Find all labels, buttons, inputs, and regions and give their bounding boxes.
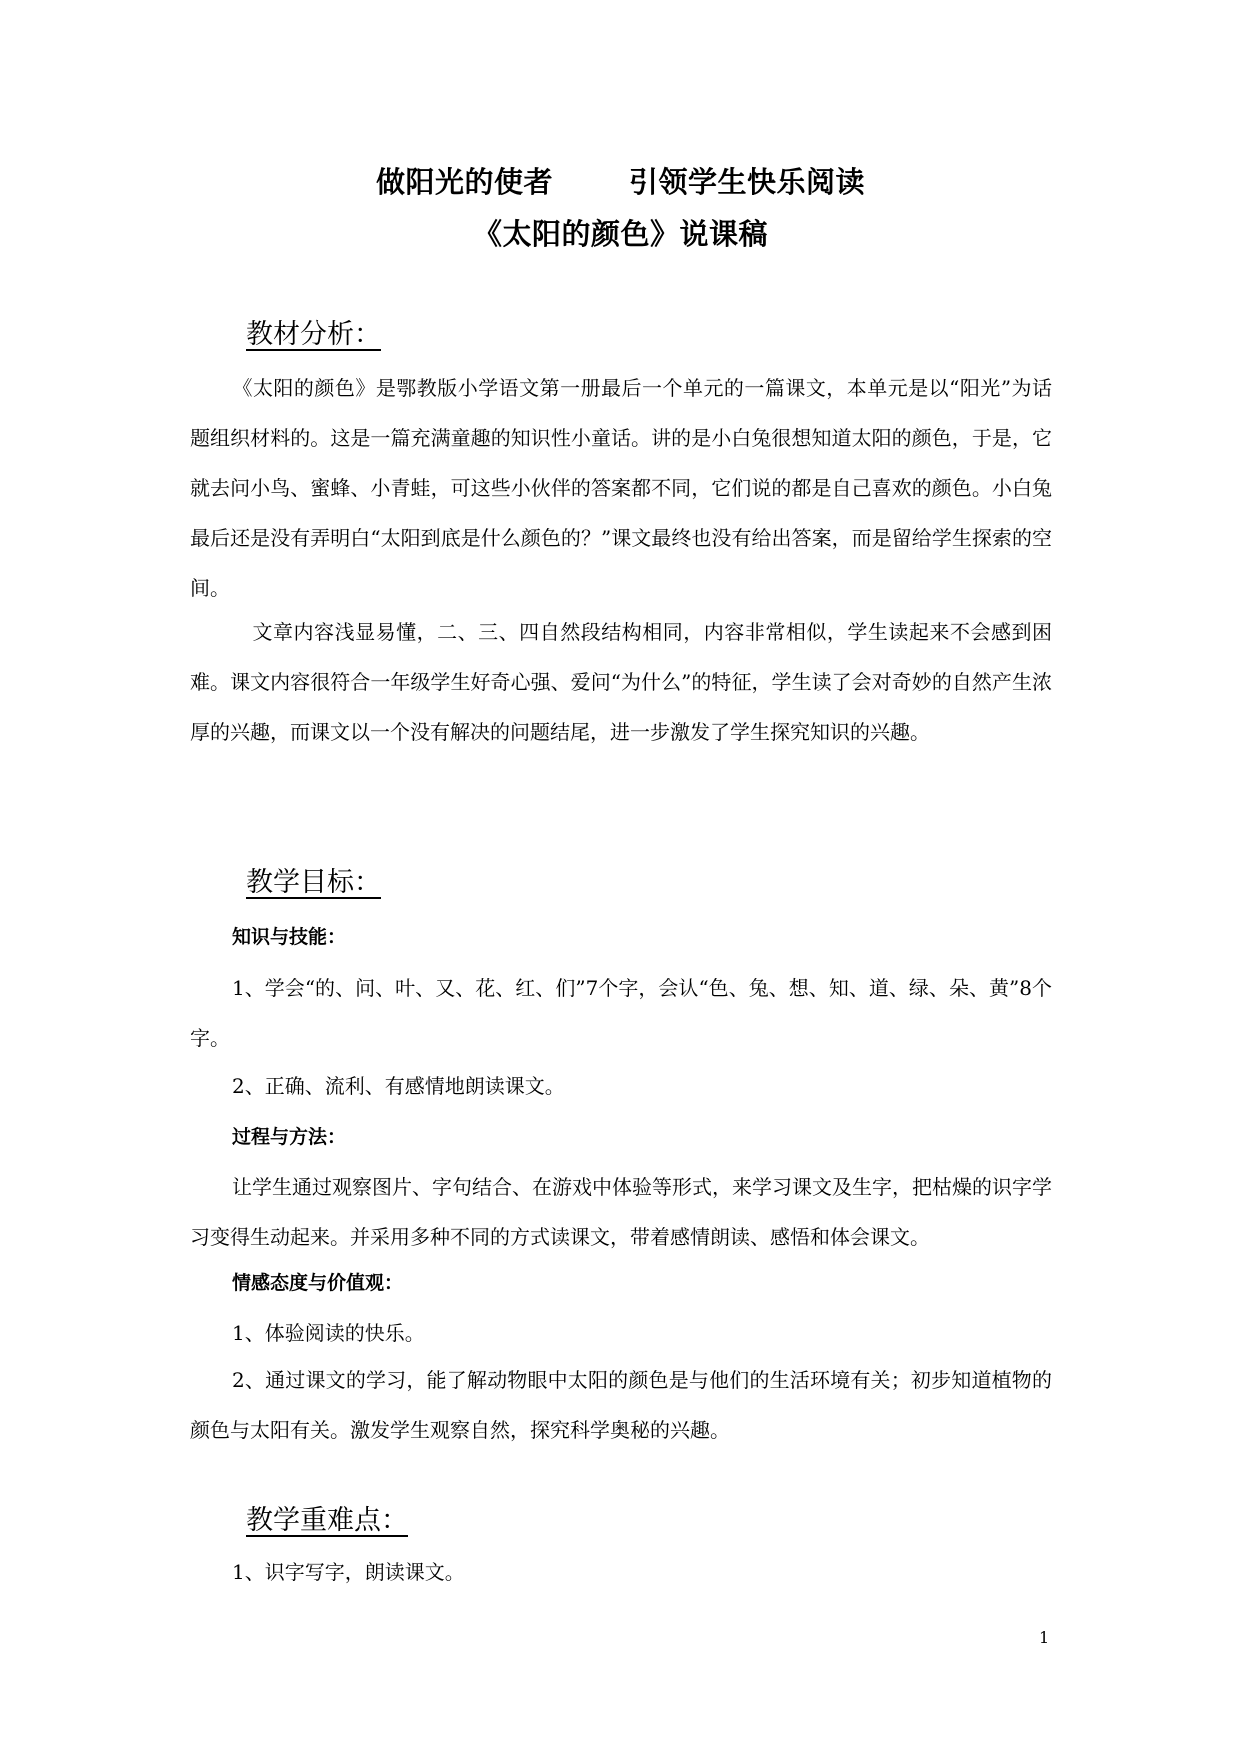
knowledge-item-2: 2、正确、流利、有感情地朗读课文。 — [232, 1074, 565, 1098]
document-title — [0, 160, 1241, 201]
title-part1: 做阳光的使者 — [375, 165, 553, 199]
analysis-paragraph-1-text: 《太阳的颜色》是鄂教版小学语文第一册最后一个单元的一篇课文，本单元是以“阳光”为话题组织材料的。这是一篇充满童趣的知识性小童话。讲的是小白兔很想知道太阳的颜色，于是，它就去问小鸟、蜜蜂、小青蛙，可这些小伙伴的答案都不同，它们说的都是自己喜欢的颜色。小白兔最后还是没有弄明白“太阳到底是什么颜色的？”课文最终也没有给出答案，而是留给学生探索的空间。 — [190, 376, 1052, 600]
emotion-item-2-text: 2、通过课文的学习，能了解动物眼中太阳的颜色是与他们的生活环境有关；初步知道植物的颜色与太阳有关。激发学生观察自然，探究科学奥秘的兴趣。 — [190, 1368, 1052, 1442]
process-paragraph-text: 让学生通过观察图片、字句结合、在游戏中体验等形式，来学习课文及生字，把枯燥的识字学习变得生动起来。并采用多种不同的方式读课文，带着感情朗读、感悟和体会课文。 — [190, 1175, 1052, 1249]
subheading-process: 过程与方法： — [232, 1126, 347, 1148]
subheading-emotion: 情感态度与价值观： — [232, 1272, 404, 1294]
keypoints-item-1: 1、识字写字，朗读课文。 — [232, 1560, 465, 1584]
subheading-knowledge: 知识与技能： — [232, 926, 347, 948]
process-paragraph — [190, 1162, 1052, 1262]
knowledge-item-1-text: 1、学会“的、问、叶、又、花、红、们”7个字，会认“色、兔、想、知、道、绿、朵、黄”8个字。 — [190, 976, 1052, 1050]
knowledge-item-1 — [190, 963, 1052, 1063]
document-subtitle: 《太阳的颜色》说课稿 — [472, 217, 768, 251]
analysis-paragraph-2-text: 文章内容浅显易懂，二、三、四自然段结构相同，内容非常相似，学生读起来不会感到困难。课文内容很符合一年级学生好奇心强、爱问“为什么”的特征，学生读了会对奇妙的自然产生浓厚的兴趣，而课文以一个没有解决的问题结尾，进一步激发了学生探究知识的兴趣。 — [190, 620, 1052, 744]
analysis-paragraph-1 — [190, 363, 1052, 613]
section-heading-keypoints: 教学重难点： — [246, 1505, 408, 1536]
analysis-paragraph-2 — [190, 607, 1052, 757]
title-part2: 引领学生快乐阅读 — [629, 165, 866, 199]
emotion-item-2 — [190, 1355, 1052, 1455]
section-heading-goals: 教学目标： — [246, 867, 381, 898]
page-number: 1 — [1039, 1628, 1050, 1647]
section-heading-analysis: 教材分析： — [246, 319, 381, 350]
emotion-item-1: 1、体验阅读的快乐。 — [232, 1321, 425, 1345]
